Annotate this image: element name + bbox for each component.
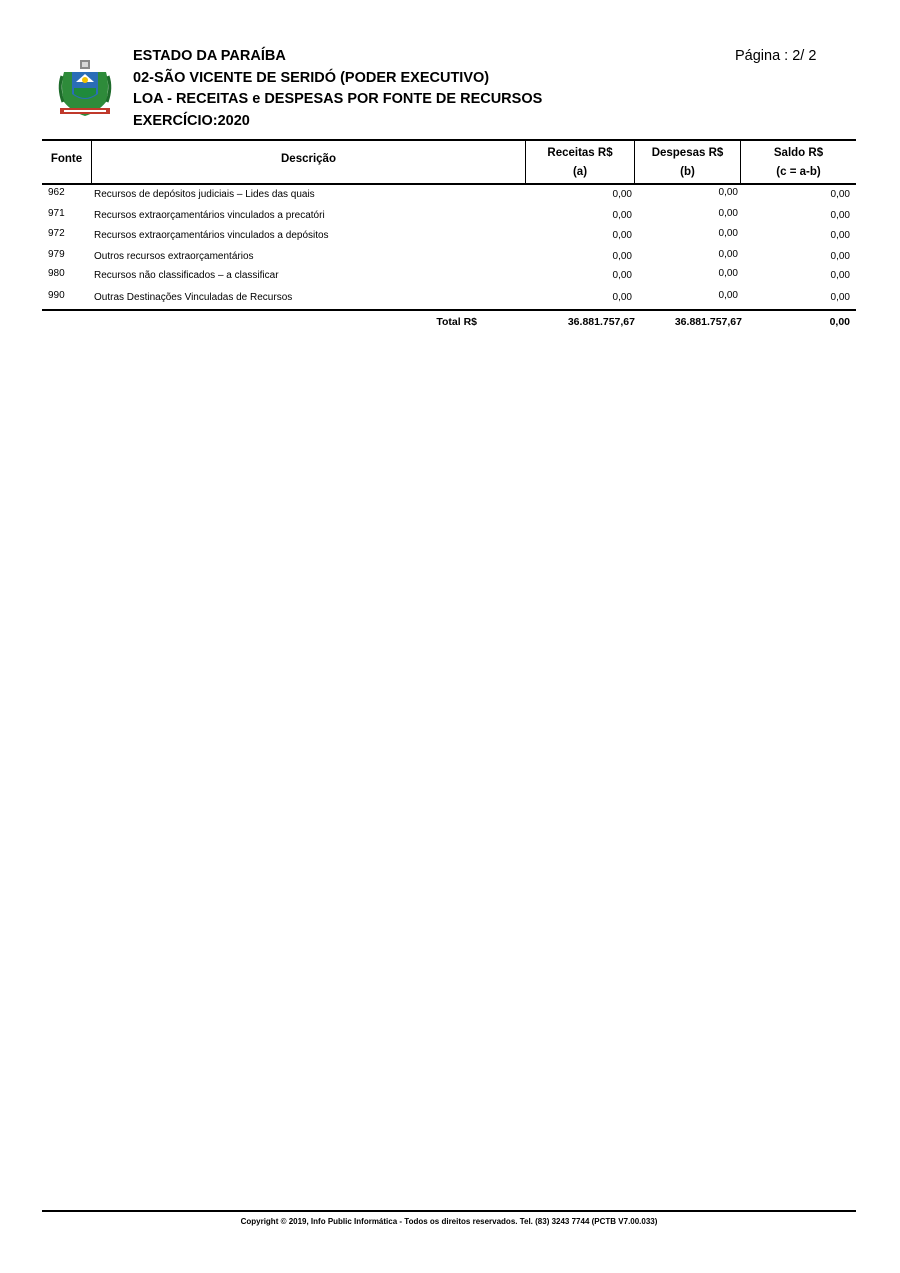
row-descricao: Recursos extraorçamentários vinculados a precatóri bbox=[94, 210, 325, 221]
row-receitas: 0,00 bbox=[612, 292, 632, 303]
row-descricao: Recursos extraorçamentários vinculados a depósitos bbox=[94, 230, 329, 241]
column-header-despesas: Despesas R$ bbox=[651, 147, 724, 159]
year-title: EXERCÍCIO:2020 bbox=[133, 113, 250, 129]
row-saldo: 0,00 bbox=[830, 251, 850, 262]
state-title: ESTADO DA PARAÍBA bbox=[133, 48, 286, 64]
column-header-receitas-sub: (a) bbox=[572, 166, 588, 178]
row-fonte: 972 bbox=[48, 228, 65, 239]
table-top-rule bbox=[42, 139, 856, 141]
row-descricao: Recursos de depósitos judiciais – Lides das quais bbox=[94, 189, 315, 200]
row-despesas: 0,00 bbox=[718, 228, 738, 239]
row-saldo: 0,00 bbox=[830, 292, 850, 303]
column-header-despesas-sub: (b) bbox=[680, 166, 695, 178]
row-descricao: Outras Destinações Vinculadas de Recursos bbox=[94, 292, 293, 303]
row-despesas: 0,00 bbox=[718, 187, 738, 198]
footer-copyright: Copyright © 2019, Info Public Informática - Todos os direitos reservados. Tel. (83) 3243 7744 (PCTB V7.00.033) bbox=[240, 1217, 658, 1226]
row-fonte: 980 bbox=[48, 268, 65, 279]
row-despesas: 0,00 bbox=[718, 249, 738, 260]
row-receitas: 0,00 bbox=[612, 270, 632, 281]
total-label: Total R$ bbox=[436, 316, 477, 328]
column-header-fonte: Fonte bbox=[50, 153, 83, 165]
row-despesas: 0,00 bbox=[718, 208, 738, 219]
row-receitas: 0,00 bbox=[612, 210, 632, 221]
footer-rule bbox=[42, 1210, 856, 1212]
report-title: LOA - RECEITAS e DESPESAS POR FONTE DE RECURSOS bbox=[133, 91, 543, 107]
column-header-descricao: Descrição bbox=[281, 153, 336, 165]
row-fonte: 990 bbox=[48, 290, 65, 301]
total-saldo: 0,00 bbox=[829, 316, 850, 328]
total-despesas: 36.881.757,67 bbox=[674, 316, 742, 328]
column-header-receitas: Receitas R$ bbox=[547, 147, 613, 159]
row-descricao: Outros recursos extraorçamentários bbox=[94, 251, 254, 262]
column-header-saldo-sub: (c = a-b) bbox=[776, 166, 821, 178]
row-fonte: 971 bbox=[48, 208, 65, 219]
total-receitas: 36.881.757,67 bbox=[567, 316, 635, 328]
column-header-saldo: Saldo R$ bbox=[773, 147, 824, 159]
table-header-bottom-rule bbox=[42, 183, 856, 185]
row-despesas: 0,00 bbox=[718, 268, 738, 279]
row-saldo: 0,00 bbox=[830, 270, 850, 281]
row-despesas: 0,00 bbox=[718, 290, 738, 301]
row-receitas: 0,00 bbox=[612, 251, 632, 262]
entity-title: 02-SÃO VICENTE DE SERIDÓ (PODER EXECUTIVO) bbox=[133, 70, 490, 86]
row-receitas: 0,00 bbox=[612, 189, 632, 200]
total-top-rule bbox=[42, 309, 856, 311]
row-receitas: 0,00 bbox=[612, 230, 632, 241]
row-saldo: 0,00 bbox=[830, 210, 850, 221]
row-descricao: Recursos não classificados – a classificar bbox=[94, 270, 279, 281]
row-saldo: 0,00 bbox=[830, 230, 850, 241]
row-fonte: 962 bbox=[48, 187, 65, 198]
page-number: Página : 2/ 2 bbox=[735, 48, 817, 64]
row-saldo: 0,00 bbox=[830, 189, 850, 200]
row-fonte: 979 bbox=[48, 249, 65, 260]
coat-of-arms-icon bbox=[54, 58, 116, 120]
